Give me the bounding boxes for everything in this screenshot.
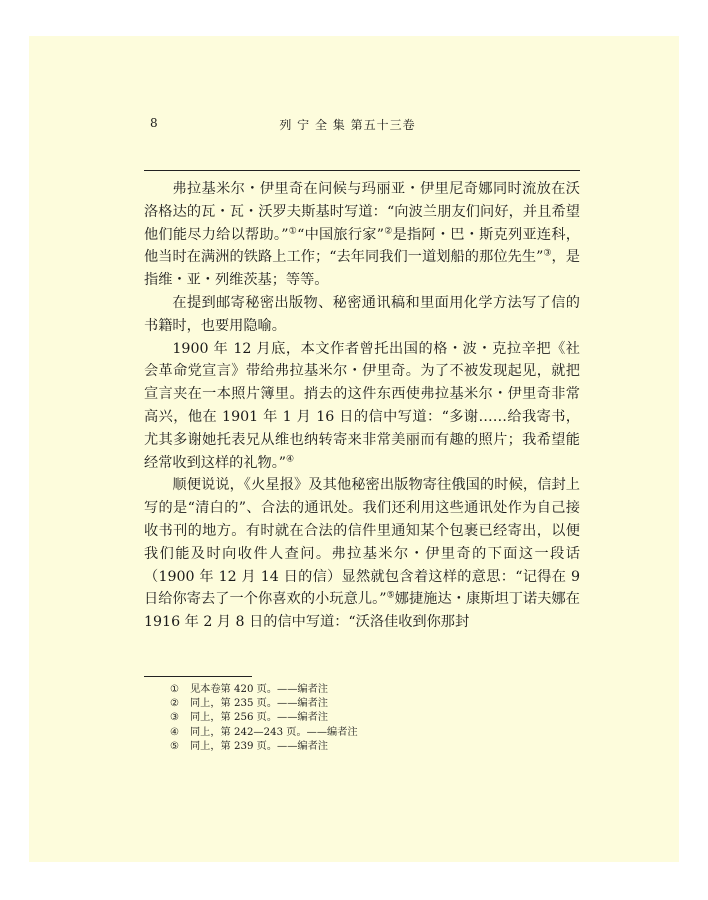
- footnote: [170, 711, 570, 725]
- footnote-text: 同上，第 256 页。——编者注: [190, 712, 328, 724]
- header-rule: [144, 170, 580, 171]
- text-run: “中国旅行家”: [297, 226, 384, 243]
- footnote-text: 见本卷第 420 页。——编者注: [190, 684, 328, 695]
- paragraph: [144, 338, 580, 475]
- footnote-text: 同上，第 242—243 页。——编者注: [190, 726, 358, 738]
- text-run: 1900 年 12 月底，本文作者曾托出国的格・波・克拉辛把《社会革命党宣言》带给弗拉基米尔・伊里奇。为了不被发现起见，就把宣言夹在一本照片簿里。捎去的这件东西使弗拉基米尔・伊里奇非常高兴，他在 1901 年 1 月 16 日的信中写道：“多谢……给我寄书，尤其多谢她托表兄从维也纳转寄来非常美丽而有趣的照片；我希望能经常收到这样的礼物。”: [144, 340, 580, 471]
- footnote-ref: ⑤: [386, 590, 395, 601]
- footnote-mark: ③: [170, 712, 180, 724]
- text-run: 在提到邮寄秘密出版物、秘密通讯稿和里面用化学方法写了信的书籍时，也要用隐喻。: [144, 294, 580, 334]
- footnote-mark: ①: [170, 684, 180, 695]
- footnote-text: 同上，第 239 页。——编者注: [190, 740, 328, 752]
- text-run: ，是指维・亚・列维茨基；等等。: [144, 249, 580, 289]
- running-title: 列 宁 全 集 第五十三卷: [279, 118, 416, 132]
- text-run: 弗拉基米尔・伊里奇在问候与玛丽亚・伊里尼奇娜同时流放在沃洛格达的瓦・瓦・沃罗夫斯基时写道：“向波兰朋友们问好，并且希望他们能尽力给以帮助。”: [144, 181, 580, 243]
- footnote: [170, 740, 570, 754]
- footnote-mark: ⑤: [170, 740, 180, 752]
- text-run: 是指阿・巴・斯克列亚连科，他当时在满洲的铁路上工作；“去年同我们一道划船的那位先生”: [144, 226, 580, 266]
- footnote-mark: ④: [170, 726, 180, 738]
- page-number: 8: [150, 116, 158, 130]
- footnote-mark: ②: [170, 698, 180, 710]
- paragraph: [144, 292, 580, 338]
- footnote-ref: ①: [288, 225, 298, 236]
- footnote: [170, 726, 570, 740]
- footnote: [170, 697, 570, 711]
- footnote-ref: ④: [286, 453, 295, 464]
- text-run: 顺便说说，《火星报》及其他秘密出版物寄往俄国的时候，信封上写的是“清白的”、合法的通讯处。我们还利用这些通讯处作为自己接收书刊的地方。有时就在合法的信件里通知某个包裹已经寄出，以便我们能及时向收件人查问。弗拉基米尔・伊里奇的下面这一段话（1900 年 12 月 14 日的信）显然就包含着这样的意思：“记得在 9 日给你寄去了一个你喜欢的小玩意儿。”: [144, 477, 580, 608]
- footnote-ref: ②: [384, 225, 393, 236]
- running-header: [116, 112, 579, 132]
- text-run: 娜捷施达・康斯坦丁诺夫娜在 1916 年 2 月 8 日的信中写道：“沃洛佳收到你那封: [144, 591, 580, 631]
- footnote: [170, 683, 570, 697]
- paragraph: [144, 178, 580, 292]
- footnote-text: 同上，第 235 页。——编者注: [190, 698, 328, 710]
- body-text: [144, 178, 580, 634]
- paragraph: [144, 474, 580, 634]
- footnote-rule: [144, 676, 252, 677]
- footnotes: [170, 683, 570, 754]
- footnote-ref: ③: [543, 248, 552, 259]
